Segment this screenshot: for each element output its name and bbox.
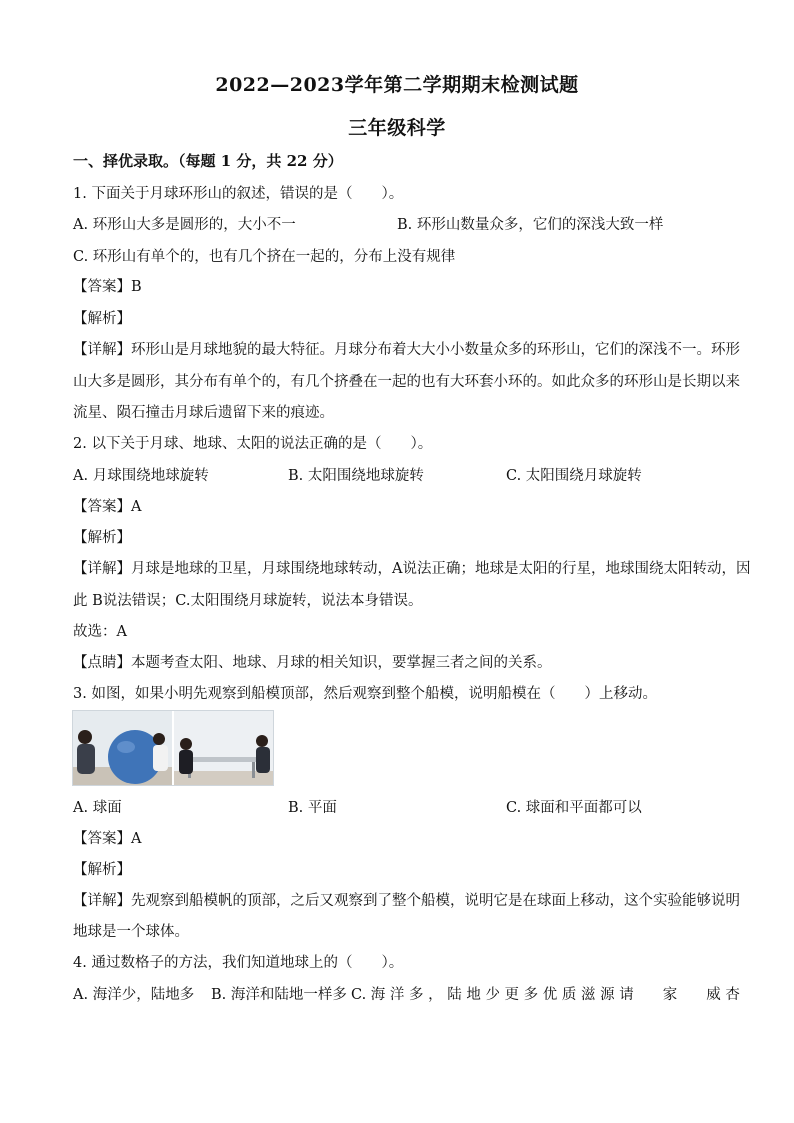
question-3-detail-line-2: 地球是一个球体。 <box>73 924 189 940</box>
question-2-option-b: B. 太阳围绕地球旋转 <box>288 468 424 484</box>
question-1-analysis: 【解析】 <box>73 311 131 327</box>
photo-flat-experiment <box>174 711 273 785</box>
question-2-detail-line-1: 【详解】月球是地球的卫星，月球围绕地球转动，A说法正确；地球是太阳的行星，地球围绕太阳转动，因 <box>73 561 751 577</box>
question-1-option-b: B. 环形山数量众多，它们的深浅大致一样 <box>397 217 664 233</box>
question-1-detail-line-2: 山大多是圆形，其分布有单个的，有几个挤叠在一起的也有大环套小环的。如此众多的环形山是长期以来 <box>73 374 740 390</box>
question-2-answer: 【答案】A <box>73 499 142 515</box>
question-1-detail-line-1: 【详解】环形山是月球地貌的最大特征。月球分布着大大小小数量众多的环形山，它们的深浅不一。环形 <box>73 342 740 358</box>
question-4-stem: 4. 通过数格子的方法，我们知道地球上的（ ）。 <box>73 955 404 971</box>
question-3-analysis: 【解析】 <box>73 862 131 878</box>
question-1-answer: 【答案】B <box>73 279 142 295</box>
page-title: 2022—2023学年第二学期期末检测试题 <box>215 74 579 96</box>
question-3-option-b: B. 平面 <box>288 800 337 816</box>
question-3-option-c: C. 球面和平面都可以 <box>506 800 642 816</box>
question-3-stem: 3. 如图，如果小明先观察到船模顶部，然后观察到整个船模，说明船模在（ ）上移动。 <box>73 686 657 702</box>
question-1-option-c: C. 环形山有单个的，也有几个挤在一起的，分布上没有规律 <box>73 249 456 265</box>
question-3-option-a: A. 球面 <box>73 800 122 816</box>
question-1-detail-line-3: 流星、陨石撞击月球后遗留下来的痕迹。 <box>73 405 334 421</box>
question-2-choice: 故选：A <box>73 624 127 640</box>
question-2-analysis: 【解析】 <box>73 530 131 546</box>
question-3-photo <box>72 710 274 786</box>
question-4-option-a: A. 海洋少，陆地多 <box>73 987 195 1003</box>
photo-ball-experiment <box>73 711 172 785</box>
question-4-option-c: C. 海 洋 多 ， 陆 地 少 更 多 优 质 滋 源 请 家 威 杏 <box>351 987 740 1003</box>
question-2-comment: 【点睛】本题考查太阳、地球、月球的相关知识，要掌握三者之间的关系。 <box>73 655 552 671</box>
question-3-detail-line-1: 【详解】先观察到船模帆的顶部，之后又观察到了整个船模，说明它是在球面上移动，这个实验能够说明 <box>73 893 740 909</box>
question-2-option-a: A. 月球围绕地球旋转 <box>73 468 209 484</box>
question-2-option-c: C. 太阳围绕月球旋转 <box>506 468 642 484</box>
question-1-stem: 1. 下面关于月球环形山的叙述，错误的是（ ）。 <box>73 186 404 202</box>
page-subtitle: 三年级科学 <box>348 117 446 139</box>
question-1-option-a: A. 环形山大多是圆形的，大小不一 <box>73 217 296 233</box>
question-4-option-b: B. 海洋和陆地一样多 <box>211 987 347 1003</box>
question-3-answer: 【答案】A <box>73 831 142 847</box>
question-2-stem: 2. 以下关于月球、地球、太阳的说法正确的是（ ）。 <box>73 436 433 452</box>
question-2-detail-line-2: 此 B说法错误；C.太阳围绕月球旋转，说法本身错误。 <box>73 593 423 609</box>
section-heading: 一、择优录取。（每题 1 分，共 22 分） <box>73 152 343 170</box>
